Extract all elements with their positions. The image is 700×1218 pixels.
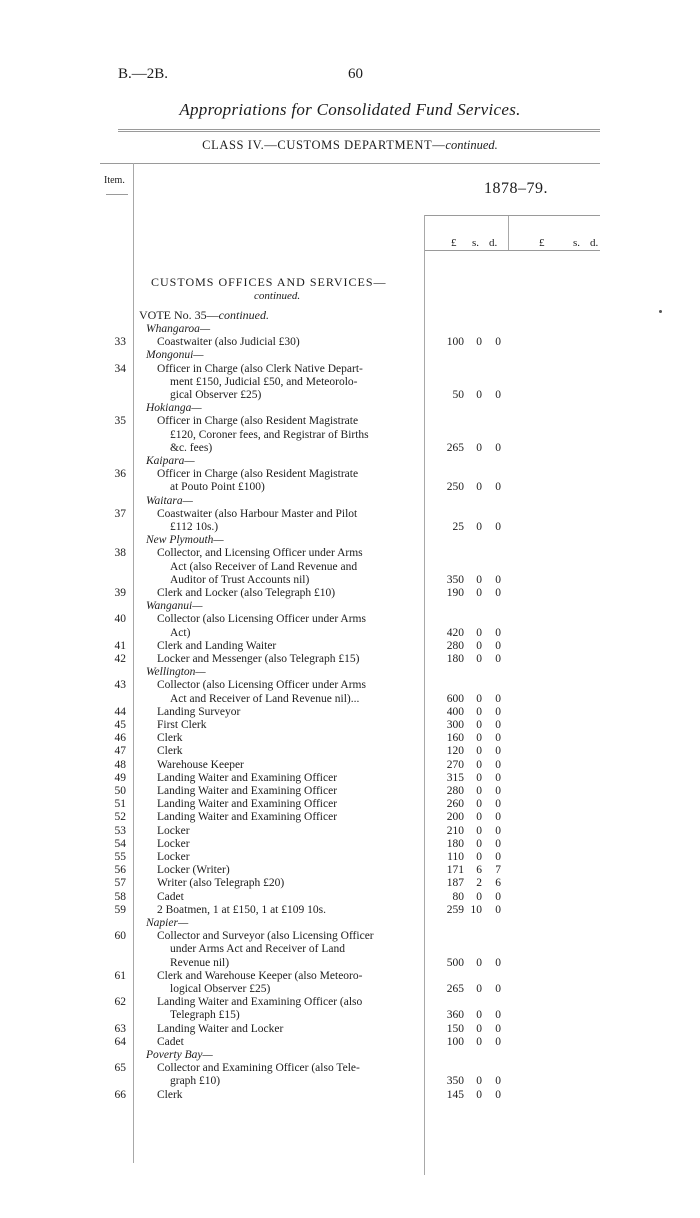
amount-pence: 0 [495,521,501,533]
item-description: Clerk and Warehouse Keeper (also Meteoro- [157,969,363,982]
amount-pence: 6 [495,877,501,890]
table-row-continuation [0,983,700,996]
table-row [0,970,700,983]
vote-heading-text: VOTE No. 35— [139,308,219,322]
location-heading [0,666,700,679]
table-row [0,653,700,666]
location-name: Hokianga— [146,402,202,415]
table-row [0,1023,700,1036]
amount-pence: 0 [495,719,501,731]
pence-column-header: d. [489,237,498,249]
item-description: Collector, and Licensing Officer under Arms [157,547,363,560]
table-row-continuation [0,943,700,956]
item-description: Cadet [157,1035,184,1048]
table-row-continuation [0,561,700,574]
item-number: 64 [114,1035,126,1048]
item-description: Locker [157,824,190,837]
table-row [0,785,700,798]
amount-pounds: 171 [446,864,464,877]
class-heading [0,138,700,153]
item-number: 48 [114,758,126,771]
item-description: Landing Waiter and Examining Officer (also [157,996,363,1009]
table-row-continuation [0,574,700,587]
amount-pounds: 400 [446,705,464,718]
amount-pence: 0 [495,1035,501,1048]
amount-shillings: 0 [476,441,482,454]
amount-pounds: 315 [446,771,464,784]
amount-shillings: 0 [476,626,482,639]
vote-heading-continued: continued. [218,308,269,322]
amount-shillings: 0 [476,824,482,837]
location-name: Wellington— [146,666,206,679]
item-description: gical Observer £25) [170,389,262,401]
location-heading [0,323,700,336]
section-heading-continued: continued. [254,290,301,302]
amount-pounds: 25 [452,521,464,533]
amount-pence: 0 [495,771,501,784]
amount-pounds: 145 [446,1088,464,1101]
table-row [0,1036,700,1049]
printer-mark [659,310,662,313]
item-description: Auditor of Trust Accounts nil) [170,573,310,586]
amount-pounds: 500 [446,956,464,969]
amount-pence: 0 [495,481,501,494]
amount-pounds: 80 [452,890,464,903]
location-name: Wanganui— [146,600,203,613]
amount-shillings: 0 [476,1075,482,1088]
amount-pence: 0 [495,785,501,797]
item-number: 34 [114,362,126,375]
item-number: 59 [114,903,126,916]
shilling-column-header: s. [472,237,480,249]
item-number: 66 [114,1088,126,1101]
item-description: £112 10s.) [170,521,219,533]
item-description: Landing Waiter and Examining Officer [157,785,338,797]
amount-pence: 0 [495,1009,501,1022]
amount-shillings: 0 [476,719,482,731]
item-number: 56 [114,864,126,877]
item-description: Coastwaiter (also Judicial £30) [157,336,300,349]
amount-shillings: 0 [476,653,482,665]
item-description: Act) [170,626,191,639]
location-name: Waitara— [146,494,193,507]
item-number: 61 [114,969,126,982]
item-description: Clerk [157,745,183,758]
item-description: Writer (also Telegraph £20) [157,877,285,890]
item-description: Clerk and Locker (also Telegraph £10) [157,587,336,599]
table-row [0,759,700,772]
amount-pence: 0 [495,573,501,586]
item-description: Landing Waiter and Locker [157,1022,284,1035]
item-number: 47 [114,745,126,758]
item-number: 42 [114,653,126,665]
amount-shillings: 0 [476,639,482,652]
table-row [0,336,700,349]
amount-pence: 0 [495,851,501,863]
amount-pounds: 265 [446,983,464,995]
item-description: Officer in Charge (also Clerk Native Depart- [157,362,363,375]
item-description: at Pouto Point £100) [170,481,265,494]
item-column-header: Item. [104,175,125,186]
amount-pence: 0 [495,639,501,652]
item-number: 46 [114,732,126,745]
amount-pounds: 187 [446,877,464,890]
year-column-header: 1878–79. [484,180,548,197]
table-row [0,798,700,811]
location-heading [0,1049,700,1062]
amount-pence: 0 [495,389,501,401]
item-number: 53 [114,824,126,837]
table-row [0,996,700,1009]
amount-shillings: 0 [476,758,482,771]
amount-shillings: 10 [470,903,482,916]
amount-pence: 0 [495,824,501,837]
table-row [0,772,700,785]
location-heading [0,402,700,415]
amount-pence: 0 [495,903,501,916]
amount-pounds: 300 [446,719,464,731]
amount-pounds: 420 [446,626,464,639]
table-row-continuation [0,693,700,706]
table-row [0,877,700,890]
item-description: 2 Boatmen, 1 at £150, 1 at £109 10s. [157,903,326,916]
table-row [0,811,700,824]
amount-shillings: 0 [476,692,482,705]
table-row [0,508,700,521]
page-number: 60 [348,66,363,82]
table-row-continuation [0,1009,700,1022]
amount-pounds: 180 [446,653,464,665]
amount-pence: 0 [495,745,501,758]
item-number: 65 [114,1062,126,1075]
item-description: under Arms Act and Receiver of Land [170,943,345,956]
amount-pence: 0 [495,956,501,969]
table-row [0,679,700,692]
table-row [0,1062,700,1075]
table-row [0,745,700,758]
shilling2-column-header: s. [573,237,581,249]
amount-pounds: 350 [446,573,464,586]
amount-shillings: 0 [476,732,482,745]
amount-pence: 0 [495,705,501,718]
item-description: graph £10) [170,1075,221,1088]
table-row-continuation [0,442,700,455]
amount-pounds: 210 [446,824,464,837]
table-row [0,825,700,838]
amount-shillings: 0 [476,481,482,494]
amount-shillings: 0 [476,1035,482,1048]
amount-pounds: 360 [446,1009,464,1022]
amount-pounds: 50 [452,389,464,401]
pound2-column-header: £ [539,237,545,249]
amount-pence: 0 [495,626,501,639]
amount-pounds: 259 [446,903,464,916]
item-description: Act (also Receiver of Land Revenue and [170,560,358,573]
amount-pence: 0 [495,811,501,824]
item-number: 36 [114,468,126,481]
table-row [0,547,700,560]
table-row-continuation [0,627,700,640]
item-description: Collector (also Licensing Officer under Arms [157,679,366,692]
table-row [0,851,700,864]
amount-pence: 0 [495,890,501,903]
location-heading [0,455,700,468]
location-heading [0,495,700,508]
location-name: Whangaroa— [146,323,211,335]
amount-shillings: 0 [476,983,482,995]
item-number: 44 [114,705,126,718]
item-number: 58 [114,890,126,903]
class-heading-text: CLASS IV.—CUSTOMS DEPARTMENT— [202,138,446,152]
year-header-rule [425,215,600,216]
table-row [0,719,700,732]
item-description: Clerk [157,732,183,745]
pence2-column-header: d. [590,237,599,249]
item-description: Landing Surveyor [157,705,241,718]
amount-shillings: 0 [476,785,482,797]
item-description: Locker (Writer) [157,864,230,877]
table-row-continuation [0,389,700,402]
amount-shillings: 0 [476,956,482,969]
item-description: Officer in Charge (also Resident Magistrate [157,415,359,428]
item-description: logical Observer £25) [170,983,271,995]
amount-shillings: 2 [476,877,482,890]
table-row [0,838,700,851]
item-description: Landing Waiter and Examining Officer [157,771,338,784]
item-description: Landing Waiter and Examining Officer [157,798,338,811]
item-number: 52 [114,811,126,824]
item-description: Coastwaiter (also Harbour Master and Pilot [157,507,358,520]
table-row [0,640,700,653]
item-number: 62 [114,996,126,1009]
amount-pence: 0 [495,692,501,705]
amount-pence: 0 [495,653,501,665]
amount-pounds: 160 [446,732,464,745]
table-row [0,415,700,428]
amount-shillings: 0 [476,573,482,586]
amount-pence: 0 [495,983,501,995]
table-row-continuation [0,429,700,442]
item-description: Collector and Examining Officer (also Tele- [157,1062,360,1075]
item-number: 43 [114,679,126,692]
amount-shillings: 0 [476,1009,482,1022]
amount-pounds: 190 [446,587,464,599]
amount-pounds: 280 [446,639,464,652]
amount-shillings: 0 [476,1022,482,1035]
item-number: 55 [114,851,126,863]
amount-shillings: 0 [476,837,482,850]
item-description: Locker and Messenger (also Telegraph £15) [157,653,360,665]
table-row-continuation [0,481,700,494]
table-row-continuation [0,521,700,534]
class-heading-continued: continued. [445,138,498,152]
amount-pence: 0 [495,798,501,811]
location-name: Napier— [146,917,189,929]
item-description: Collector (also Licensing Officer under Arms [157,613,366,626]
table-row-continuation [0,376,700,389]
amount-pounds: 600 [446,692,464,705]
amount-shillings: 0 [476,851,482,863]
item-number: 35 [114,415,126,428]
amount-pounds: 200 [446,811,464,824]
amount-shillings: 0 [476,811,482,824]
amount-pence: 0 [495,336,501,349]
table-row [0,468,700,481]
amount-pounds: 100 [446,1035,464,1048]
amount-shillings: 0 [476,745,482,758]
location-name: Mongonui— [146,349,204,362]
amount-shillings: 6 [476,864,482,877]
amount-pence: 0 [495,732,501,745]
location-name: Poverty Bay— [146,1049,213,1061]
item-number: 40 [114,613,126,626]
amount-pounds: 120 [446,745,464,758]
table-row [0,706,700,719]
amount-pounds: 280 [446,785,464,797]
item-description: Warehouse Keeper [157,758,244,771]
amount-shillings: 0 [476,771,482,784]
table-row [0,732,700,745]
item-number: 51 [114,798,126,811]
location-heading [0,534,700,547]
amount-pounds: 180 [446,837,464,850]
amount-shillings: 0 [476,587,482,599]
amount-pounds: 250 [446,481,464,494]
item-description: Officer in Charge (also Resident Magistrate [157,468,359,481]
item-description: Cadet [157,890,184,903]
amount-pounds: 100 [446,336,464,349]
table-row [0,613,700,626]
item-description: Revenue nil) [170,956,230,969]
item-number: 54 [114,837,126,850]
item-header-underline [106,194,128,195]
location-heading [0,600,700,613]
title-rule-double [118,131,600,132]
item-description: First Clerk [157,719,207,731]
amount-shillings: 0 [476,336,482,349]
item-description: Clerk and Landing Waiter [157,639,277,652]
vote-heading [139,308,269,323]
location-heading [0,349,700,362]
item-description: Locker [157,851,190,863]
amount-pence: 0 [495,587,501,599]
amount-pounds: 150 [446,1022,464,1035]
location-name: New Plymouth— [146,534,224,547]
item-number: 57 [114,877,126,890]
item-description: Clerk [157,1088,183,1101]
amount-pence: 0 [495,1088,501,1101]
amount-shillings: 0 [476,890,482,903]
table-row [0,904,700,917]
amount-pounds: 350 [446,1075,464,1088]
table-row-continuation [0,1075,700,1088]
item-number: 38 [114,547,126,560]
location-heading [0,917,700,930]
amount-pence: 0 [495,758,501,771]
item-description: &c. fees) [170,441,213,454]
amount-shillings: 0 [476,521,482,533]
table-top-rule [100,163,600,164]
table-row-continuation [0,957,700,970]
item-description: ment £150, Judicial £50, and Meteorolo- [170,375,358,388]
money-header-rule [425,250,600,251]
item-number: 45 [114,719,126,731]
item-description: £120, Coroner fees, and Registrar of Births [170,428,369,441]
amount-pence: 0 [495,1075,501,1088]
item-description: Locker [157,837,190,850]
item-number: 60 [114,930,126,943]
item-number: 33 [114,336,126,349]
pound-column-header: £ [451,237,457,249]
item-number: 41 [114,639,126,652]
amount2-column-divider [508,215,509,250]
amount-pence: 0 [495,837,501,850]
item-description: Landing Waiter and Examining Officer [157,811,338,824]
amount-pounds: 265 [446,441,464,454]
item-description: Collector and Surveyor (also Licensing Officer [157,930,374,943]
section-heading: CUSTOMS OFFICES AND SERVICES— [151,275,387,289]
table-row [0,864,700,877]
table-row [0,363,700,376]
item-description: Telegraph £15) [170,1009,240,1022]
item-number: 49 [114,771,126,784]
amount-pounds: 110 [447,851,464,863]
amount-shillings: 0 [476,705,482,718]
table-row [0,1089,700,1102]
page-reference: B.—2B. [118,66,169,82]
table-row [0,587,700,600]
item-number: 50 [114,785,126,797]
table-row [0,930,700,943]
item-number: 39 [114,587,126,599]
amount-pounds: 260 [446,798,464,811]
amount-pence: 0 [495,441,501,454]
document-title: Appropriations for Consolidated Fund Services. [179,100,521,119]
table-row [0,891,700,904]
item-number: 63 [114,1022,126,1035]
amount-pounds: 270 [446,758,464,771]
item-number: 37 [114,507,126,520]
amount-shillings: 0 [476,389,482,401]
title-rule [118,129,600,130]
location-name: Kaipara— [146,455,195,467]
amount-pence: 7 [495,864,501,877]
item-description: Act and Receiver of Land Revenue nil)... [170,692,360,705]
amount-shillings: 0 [476,1088,482,1101]
amount-shillings: 0 [476,798,482,811]
amount-pence: 0 [495,1022,501,1035]
